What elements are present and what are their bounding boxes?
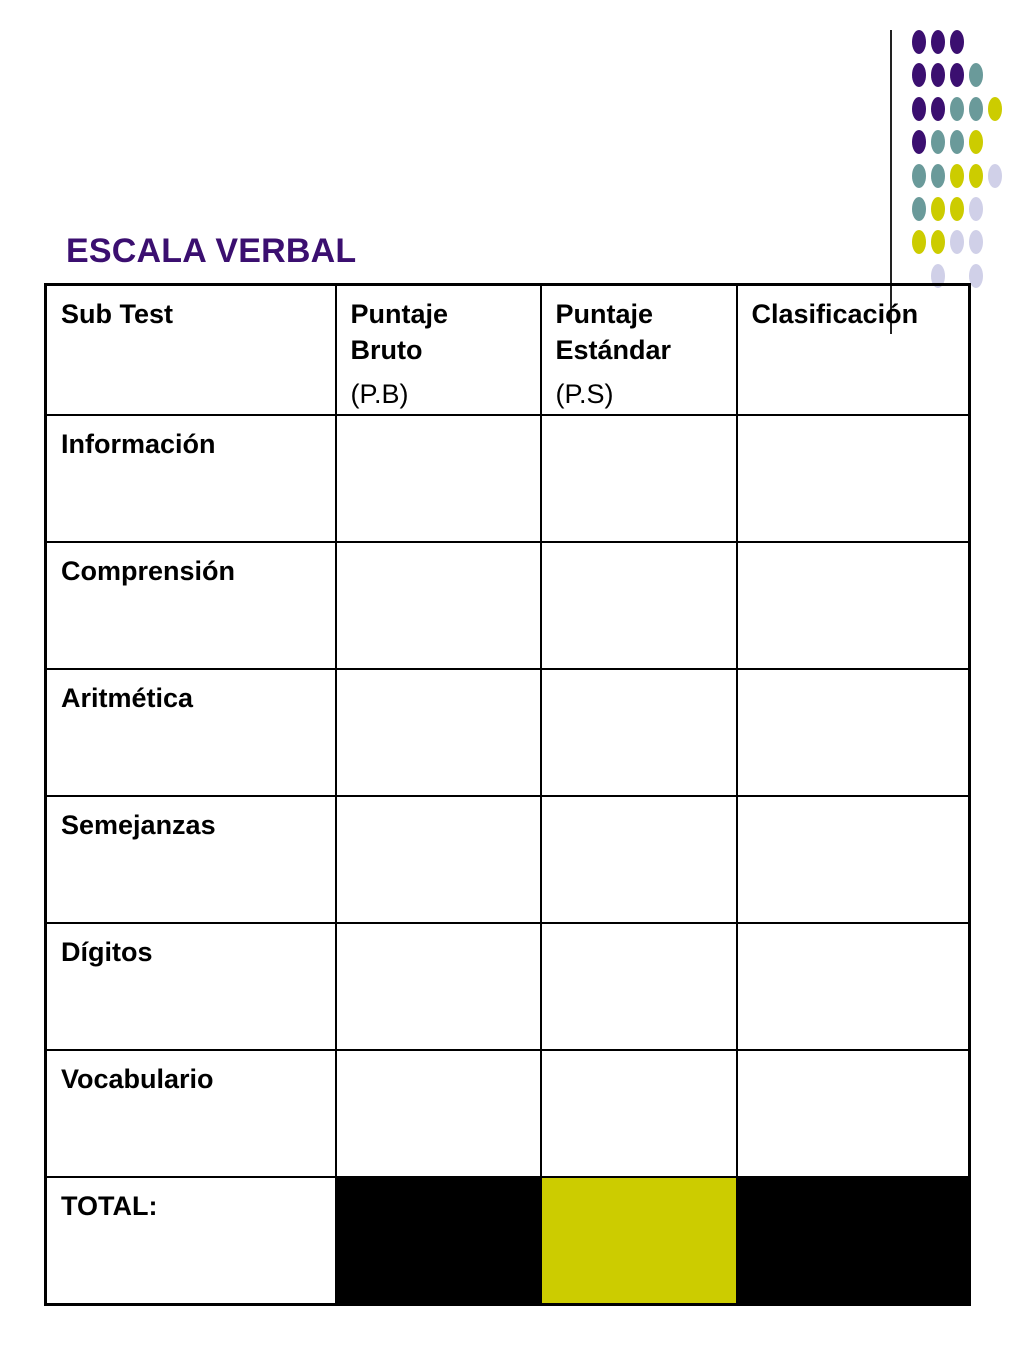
table-row (46, 796, 970, 923)
decorative-dot (950, 130, 964, 154)
table-total-row (46, 1177, 970, 1305)
decorative-dot (912, 164, 926, 188)
row-label-vocabulario: Vocabulario (46, 1050, 336, 1177)
row-label-semejanzas: Semejanzas (46, 796, 336, 923)
decorative-dot (912, 63, 926, 87)
header-puntaje-bruto-abbrev: (P.B) (350, 379, 409, 409)
cell-clasificacion[interactable] (737, 923, 970, 1050)
row-label-total: TOTAL: (46, 1177, 336, 1305)
cell-puntaje-estandar[interactable] (541, 542, 737, 669)
decorative-dot (969, 164, 983, 188)
decorative-dot (931, 97, 945, 121)
header-puntaje-bruto-line2: Bruto (350, 335, 423, 365)
decorative-dot (969, 130, 983, 154)
header-puntaje-bruto-line1: Puntaje (350, 299, 449, 329)
decorative-dot (950, 164, 964, 188)
header-puntaje-estandar (541, 285, 737, 416)
header-puntaje-estandar-abbrev: (P.S) (555, 379, 614, 409)
decorative-dot (931, 30, 945, 54)
table-row (46, 415, 970, 542)
cell-puntaje-bruto[interactable] (336, 542, 541, 669)
cell-clasificacion[interactable] (737, 415, 970, 542)
total-puntaje-estandar-cell[interactable] (541, 1177, 737, 1305)
decorative-dot (912, 197, 926, 221)
row-label-digitos: Dígitos (46, 923, 336, 1050)
cell-puntaje-bruto[interactable] (336, 1050, 541, 1177)
cell-puntaje-estandar[interactable] (541, 415, 737, 542)
decorative-dot (988, 97, 1002, 121)
decorative-dot (950, 30, 964, 54)
table-row (46, 542, 970, 669)
decorative-dot (931, 164, 945, 188)
row-label-aritmetica: Aritmética (46, 669, 336, 796)
table-row (46, 669, 970, 796)
decorative-dot (969, 97, 983, 121)
decorative-dot (950, 230, 964, 254)
decorative-dot (931, 197, 945, 221)
cell-puntaje-estandar[interactable] (541, 669, 737, 796)
cell-puntaje-bruto[interactable] (336, 669, 541, 796)
decorative-dot (912, 97, 926, 121)
decorative-dot (912, 130, 926, 154)
cell-clasificacion[interactable] (737, 669, 970, 796)
total-puntaje-bruto-filled-cell (336, 1177, 541, 1305)
cell-puntaje-estandar[interactable] (541, 1050, 737, 1177)
cell-puntaje-bruto[interactable] (336, 415, 541, 542)
page-title: ESCALA VERBAL (66, 232, 357, 270)
row-label-comprension: Comprensión (46, 542, 336, 669)
cell-clasificacion[interactable] (737, 796, 970, 923)
cell-puntaje-bruto[interactable] (336, 796, 541, 923)
decorative-dot (950, 63, 964, 87)
decorative-dot (950, 197, 964, 221)
decorative-dot (931, 130, 945, 154)
cell-puntaje-estandar[interactable] (541, 923, 737, 1050)
header-sub-test (46, 285, 336, 416)
table-row (46, 923, 970, 1050)
header-clasificacion (737, 285, 970, 416)
header-sub-test-label: Sub Test (61, 299, 174, 329)
decorative-dot (912, 230, 926, 254)
header-puntaje-estandar-line1: Puntaje (555, 299, 654, 329)
decorative-dot (969, 264, 983, 288)
decorative-dot (931, 63, 945, 87)
verbal-scale-table (44, 283, 971, 1306)
decorative-dot (931, 230, 945, 254)
cell-puntaje-bruto[interactable] (336, 923, 541, 1050)
total-clasificacion-filled-cell (737, 1177, 970, 1305)
cell-clasificacion[interactable] (737, 542, 970, 669)
decorative-dot (950, 97, 964, 121)
decorative-dot (988, 164, 1002, 188)
header-clasificacion-label: Clasificación (751, 299, 919, 329)
decorative-dot (969, 197, 983, 221)
header-puntaje-estandar-line2: Estándar (555, 335, 672, 365)
table-row (46, 1050, 970, 1177)
decorative-dot (912, 30, 926, 54)
cell-clasificacion[interactable] (737, 1050, 970, 1177)
row-label-informacion: Información (46, 415, 336, 542)
cell-puntaje-estandar[interactable] (541, 796, 737, 923)
decorative-dot (969, 63, 983, 87)
header-puntaje-bruto (336, 285, 541, 416)
decorative-dot (969, 230, 983, 254)
table-header-row (46, 285, 970, 416)
